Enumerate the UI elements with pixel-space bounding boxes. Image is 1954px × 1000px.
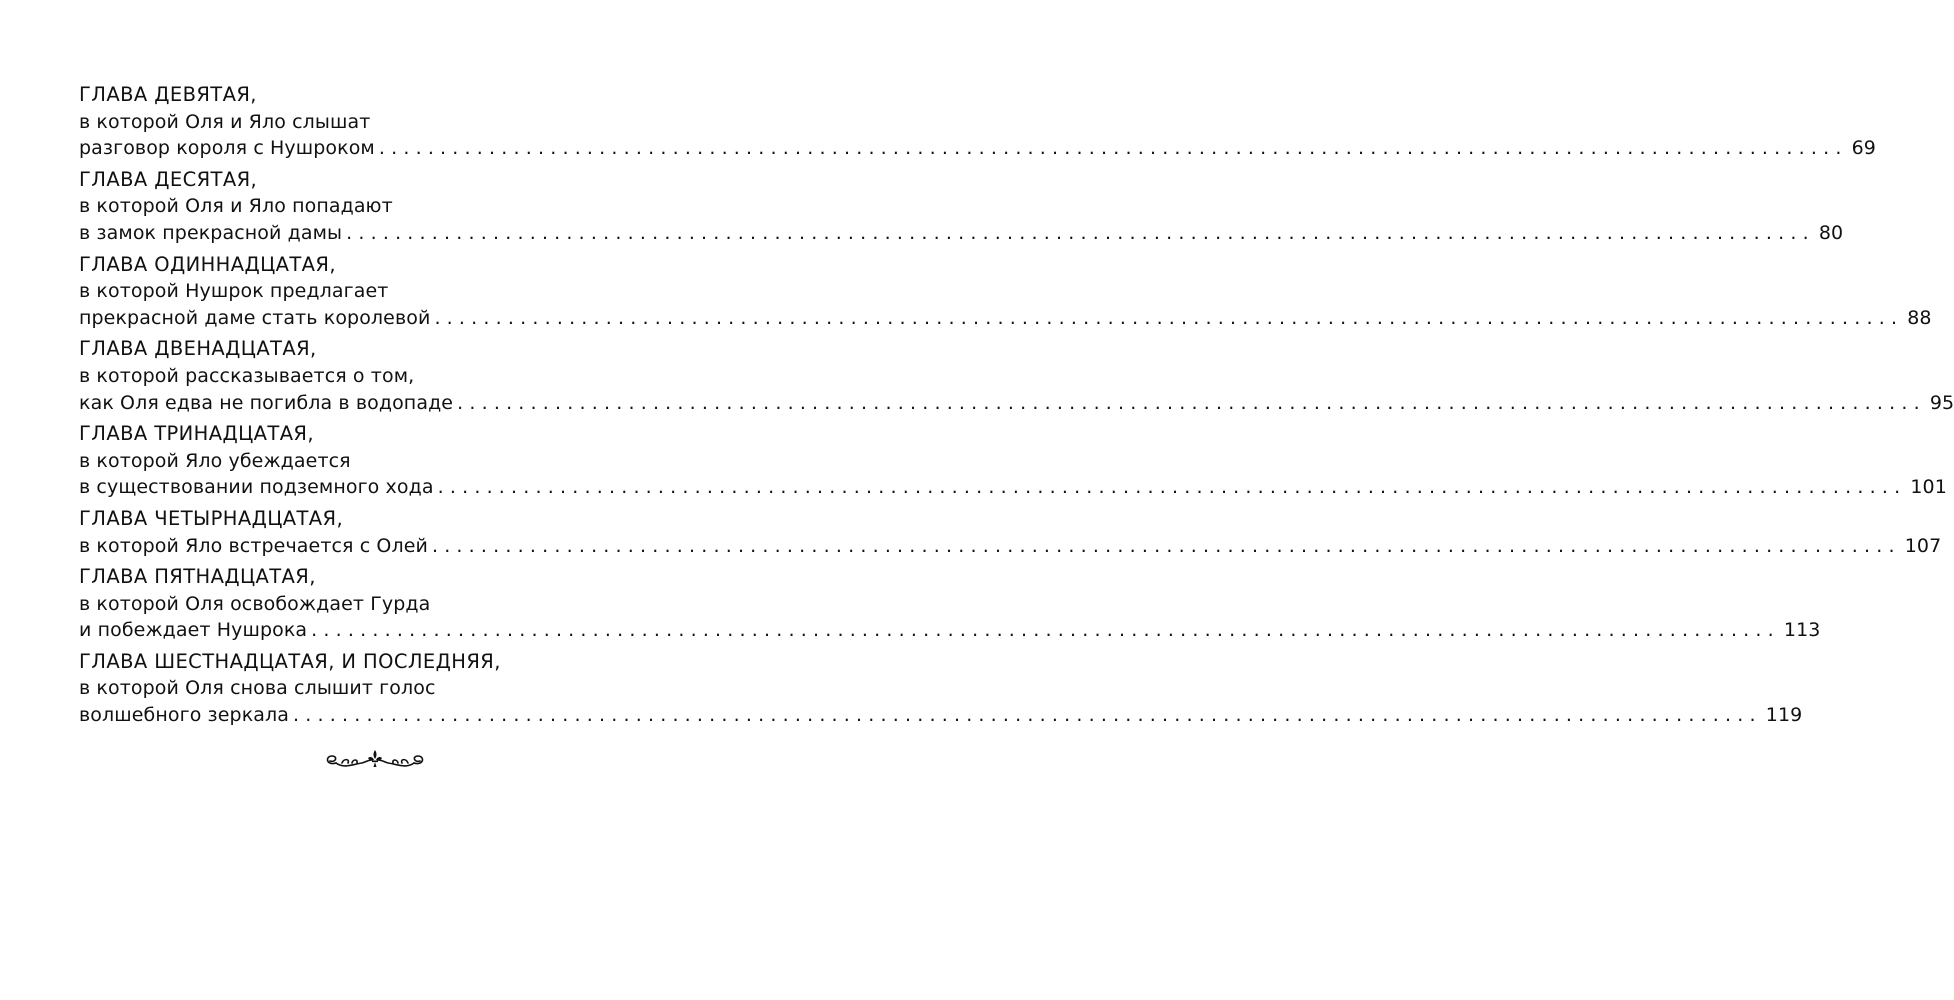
toc-leader-line	[79, 533, 1942, 560]
toc-leader-line	[79, 220, 1844, 247]
dot-leader: ........................................................................................................................	[378, 137, 1848, 160]
page-number: 101	[1910, 476, 1947, 499]
chapter-subtitle-line: в которой Оля и Яло попадают	[79, 195, 393, 218]
flourish-ornament-icon	[322, 748, 428, 774]
chapter-subtitle-line: в которой Оля и Яло слышат	[79, 110, 371, 133]
dot-leader: ........................................................................................................................	[457, 391, 1926, 414]
chapter-subtitle-line: волшебного зеркала	[79, 704, 290, 727]
chapter-heading: ГЛАВА ШЕСТНАДЦАТАЯ, И ПОСЛЕДНЯЯ,	[79, 649, 501, 673]
page-number: 119	[1765, 704, 1803, 727]
chapter-subtitle-line: и побеждает Нушрока	[79, 619, 308, 642]
toc-entry	[79, 649, 1803, 729]
toc-entry	[79, 336, 1954, 416]
chapter-subtitle-line: в которой Нушрок предлагает	[79, 280, 389, 303]
toc-leader-line	[79, 702, 1803, 729]
toc-entry	[79, 252, 1932, 332]
page-number: 88	[1907, 306, 1932, 329]
dot-leader: ........................................................................................................................	[431, 534, 1901, 557]
dot-leader: ........................................................................................................................	[346, 221, 1815, 244]
chapter-heading: ГЛАВА ДЕСЯТАЯ,	[79, 167, 258, 191]
dot-leader: ........................................................................................................................	[437, 476, 1907, 499]
page-number: 69	[1851, 137, 1876, 160]
page-number: 95	[1929, 391, 1954, 414]
chapter-subtitle-line: в которой рассказывается о том,	[79, 364, 415, 387]
chapter-subtitle-line: в которой Яло встречается с Олей	[79, 534, 428, 557]
chapter-subtitle-line: как Оля едва не погибла в водопаде	[79, 391, 454, 414]
dot-leader: ........................................................................................................................	[434, 306, 1904, 329]
chapter-subtitle-line: в которой Яло убеждается	[79, 449, 351, 472]
chapter-subtitle-line: разговор короля с Нушроком	[79, 137, 375, 160]
page-number: 80	[1818, 221, 1844, 244]
dot-leader: ........................................................................................................................	[293, 704, 1762, 727]
toc-entry	[79, 421, 1947, 501]
chapter-subtitle-line: в которой Оля освобождает Гурда	[79, 592, 431, 615]
chapter-heading: ГЛАВА ЧЕТЫРНАДЦАТАЯ,	[79, 506, 344, 530]
chapter-heading: ГЛАВА ДЕВЯТАЯ,	[79, 83, 257, 106]
toc-leader-line	[79, 474, 1947, 501]
chapter-heading: ГЛАВА ТРИНАДЦАТАЯ,	[79, 422, 314, 446]
toc-leader-line	[79, 617, 1821, 644]
chapter-heading: ГЛАВА ОДИННАДЦАТАЯ,	[79, 252, 336, 276]
page-number: 113	[1783, 619, 1821, 642]
toc-leader-line	[79, 390, 1954, 417]
toc-entry	[79, 82, 1876, 162]
table-of-contents	[79, 82, 1954, 734]
chapter-subtitle-line: в существовании подземного хода	[79, 476, 434, 499]
dot-leader: ........................................................................................................................	[311, 619, 1780, 642]
chapter-heading: ГЛАВА ДВЕНАДЦАТАЯ,	[79, 337, 317, 361]
chapter-subtitle-line: в которой Оля снова слышит голос	[79, 677, 436, 700]
toc-entry	[79, 167, 1844, 247]
chapter-heading: ГЛАВА ПЯТНАДЦАТАЯ,	[79, 565, 316, 589]
toc-entry	[79, 506, 1942, 559]
toc-entry	[79, 564, 1821, 644]
chapter-subtitle-line: в замок прекрасной дамы	[79, 221, 343, 244]
toc-leader-line	[79, 135, 1876, 162]
toc-leader-line	[79, 305, 1932, 332]
chapter-subtitle-line: прекрасной даме стать королевой	[79, 306, 431, 329]
page-number: 107	[1904, 534, 1942, 557]
